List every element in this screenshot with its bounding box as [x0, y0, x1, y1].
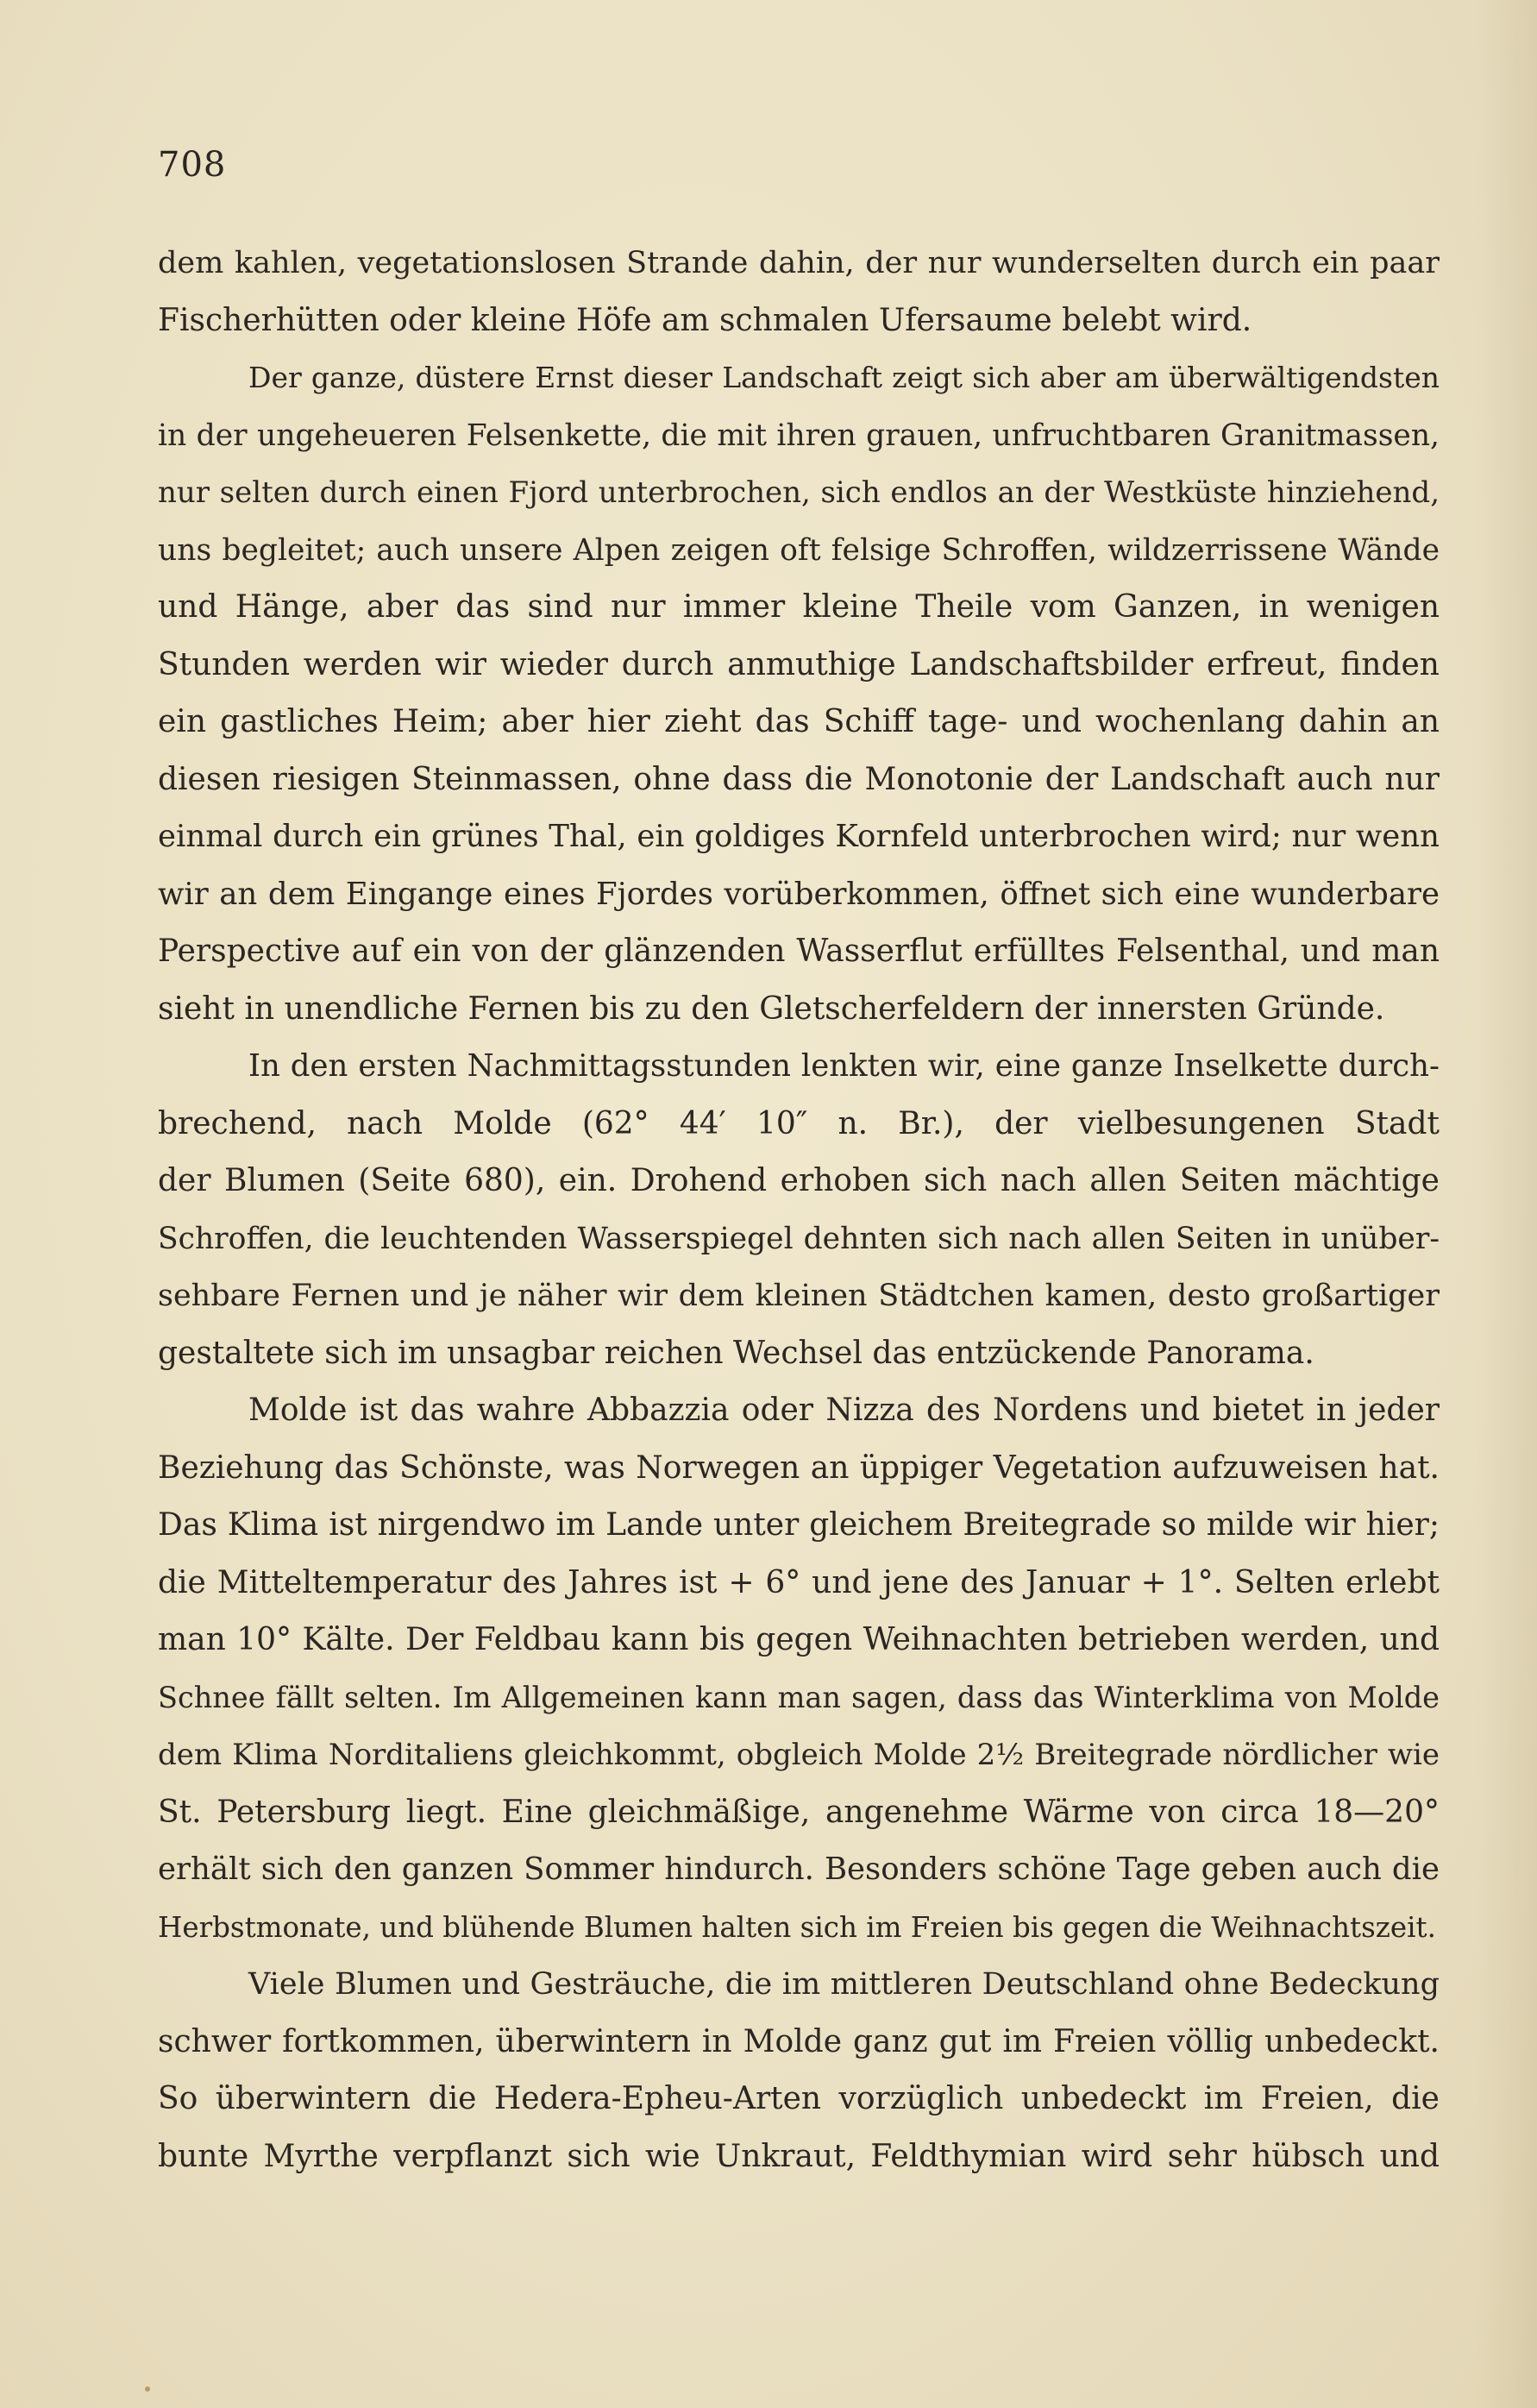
text-line: Herbstmonate, und blühende Blumen halten sich im Freien bis gegen die Weihnachtszeit. — [158, 1910, 1436, 1944]
text-line: wir an dem Eingange eines Fjordes vorüberkommen, öffnet sich eine wunderbare — [158, 876, 1440, 912]
text-line: nur selten durch einen Fjord unterbrochen, sich endlos an der Westküste hinziehend, — [158, 475, 1440, 510]
text-line: Fischerhütten oder kleine Höfe am schmalen Ufersaume belebt wird. — [158, 302, 1252, 338]
text-line: ein gastliches Heim; aber hier zieht das Schiff tage- und wochenlang dahin an — [158, 704, 1440, 739]
text-line: bunte Myrthe verpflanzt sich wie Unkraut, Feldthymian wird sehr hübsch und — [158, 2138, 1440, 2174]
text-line: Stunden werden wir wieder durch anmuthige Landschaftsbilder erfreut, finden — [158, 646, 1440, 682]
text-line: So überwintern die Hedera-Epheu-Arten vorzüglich unbedeckt im Freien, die — [158, 2081, 1440, 2116]
text-line: schwer fortkommen, überwintern in Molde ganz gut im Freien völlig unbedeckt. — [158, 2023, 1440, 2059]
text-line: erhält sich den ganzen Sommer hindurch. Besonders schöne Tage geben auch die — [158, 1852, 1440, 1887]
text-line: brechend, nach Molde (62° 44′ 10″ n. Br.), der vielbesungenen Stadt — [158, 1105, 1440, 1141]
text-line: Perspective auf ein von der glänzenden Wasserflut erfülltes Felsenthal, und man — [158, 934, 1440, 969]
text-line: diesen riesigen Steinmassen, ohne dass die Monotonie der Landschaft auch nur — [158, 761, 1440, 797]
paper-spot — [145, 2386, 150, 2392]
text-line: dem kahlen, vegetationslosen Strande dahin, der nur wunderselten durch ein paar — [158, 246, 1440, 280]
body-text — [158, 235, 1440, 2185]
text-line: in der ungeheueren Felsenkette, die mit ihren grauen, unfruchtbaren Granitmassen, — [158, 418, 1440, 453]
text-line: die Mitteltemperatur des Jahres ist + 6° und jene des Januar + 1°. Selten erlebt — [158, 1564, 1440, 1600]
paragraph-start-line: Molde ist das wahre Abbazzia oder Nizza des Nordens und bietet in jeder — [248, 1393, 1440, 1428]
text-line: Beziehung das Schönste, was Norwegen an üppiger Vegetation aufzuweisen hat. — [158, 1449, 1440, 1486]
page-edge-shadow — [1477, 0, 1537, 2408]
paragraph-start-line: Der ganze, düstere Ernst dieser Landschaft zeigt sich aber am überwältigendsten — [248, 361, 1440, 394]
text-line: der Blumen (Seite 680), ein. Drohend erhoben sich nach allen Seiten mächtige — [158, 1163, 1440, 1198]
paragraph-start-line: In den ersten Nachmittagsstunden lenkten wir, eine ganze Inselkette durch- — [248, 1048, 1440, 1084]
page-number: 708 — [158, 145, 227, 185]
text-line: sehbare Fernen und je näher wir dem kleinen Städtchen kamen, desto großartiger — [158, 1279, 1440, 1313]
text-line: gestaltete sich im unsagbar reichen Wechsel das entzückende Panorama. — [158, 1335, 1314, 1371]
text-line: sieht in unendliche Fernen bis zu den Gletscherfeldern der innersten Gründe. — [158, 990, 1385, 1027]
paragraph-start-line: Viele Blumen und Gesträuche, die im mittleren Deutschland ohne Bedeckung — [248, 1967, 1440, 2002]
text-line: man 10° Kälte. Der Feldbau kann bis gegen Weihnachten betrieben werden, und — [158, 1622, 1440, 1657]
text-line: einmal durch ein grünes Thal, ein goldiges Kornfeld unterbrochen wird; nur wenn — [158, 819, 1440, 854]
text-line: und Hänge, aber das sind nur immer kleine Theile vom Ganzen, in wenigen — [158, 589, 1440, 625]
text-line: Schnee fällt selten. Im Allgemeinen kann man sagen, dass das Winterklima von Molde — [158, 1680, 1440, 1714]
text-line: uns begleitet; auch unsere Alpen zeigen oft felsige Schroffen, wildzerrissene Wände — [158, 532, 1440, 568]
text-line: dem Klima Norditaliens gleichkommt, obgleich Molde 2½ Breitegrade nördlicher wie — [158, 1738, 1440, 1772]
text-line: Schroffen, die leuchtenden Wasserspiegel dehnten sich nach allen Seiten in unüber- — [158, 1221, 1440, 1256]
text-line: Das Klima ist nirgendwo im Lande unter gleichem Breitegrade so milde wir hier; — [158, 1507, 1440, 1543]
text-line: St. Petersburg liegt. Eine gleichmäßige, angenehme Wärme von circa 18—20° — [158, 1794, 1440, 1830]
